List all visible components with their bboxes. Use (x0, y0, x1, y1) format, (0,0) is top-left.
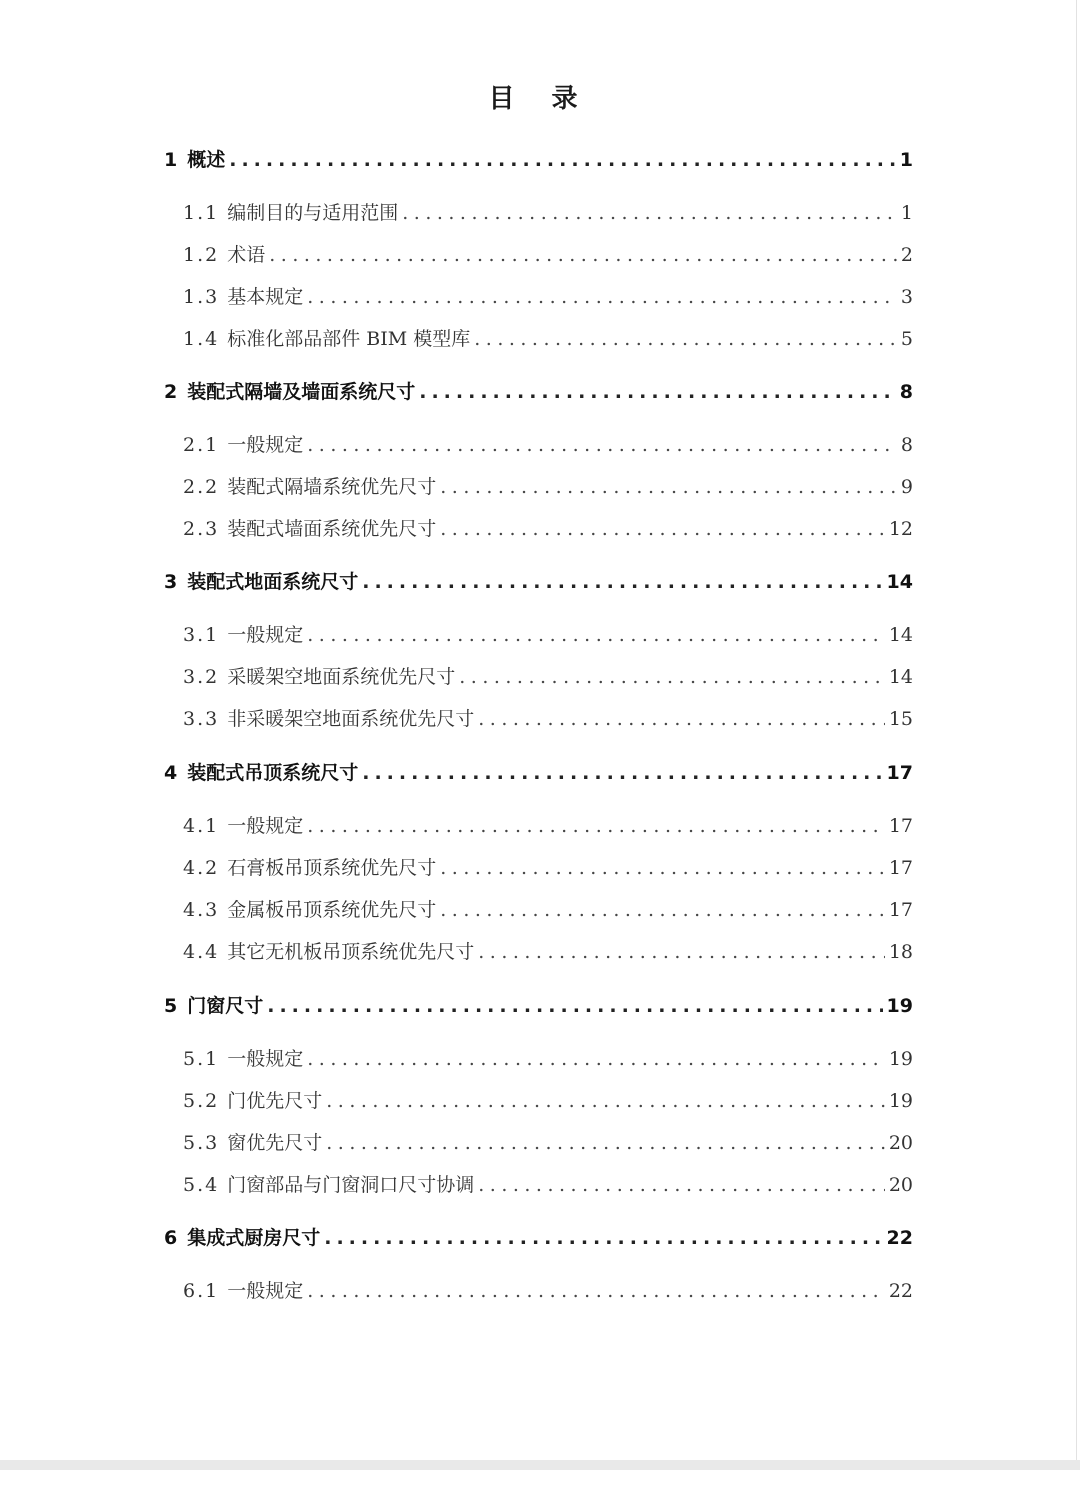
toc-entry-page-number: 20 (888, 1132, 913, 1154)
toc-entry-label: 一般规定 (227, 815, 304, 837)
toc-entry-number: 4.3 (183, 899, 220, 921)
toc-entry-page-number: 9 (900, 476, 913, 498)
toc-entry-label: 门优先尺寸 (227, 1090, 323, 1112)
toc-entry-page-number: 8 (899, 381, 913, 403)
toc-dot-leader (267, 991, 882, 1021)
toc-entry-number: 6 (164, 1227, 178, 1249)
toc-entry-label: 一般规定 (227, 624, 304, 646)
toc-entry-number: 4.4 (183, 941, 220, 963)
toc-section-entry[interactable] (183, 324, 913, 354)
toc-dot-leader (229, 145, 896, 175)
toc-entry-label: 编制目的与适用范围 (227, 202, 399, 224)
toc-entry-label: 门窗部品与门窗洞口尺寸协调 (227, 1174, 475, 1196)
toc-entry-label: 装配式隔墙系统优先尺寸 (227, 476, 437, 498)
toc-dot-leader (326, 1128, 885, 1158)
toc-dot-leader (307, 430, 897, 460)
toc-entry-number: 1.2 (183, 244, 220, 266)
toc-entry-page-number: 2 (900, 244, 913, 266)
toc-entry-page-number: 17 (886, 762, 913, 784)
toc-dot-leader (324, 1223, 882, 1253)
toc-entry-label: 装配式墙面系统优先尺寸 (227, 518, 437, 540)
toc-entry-number: 3 (164, 571, 178, 593)
toc-entry-page-number: 3 (900, 286, 913, 308)
toc-chapter-entry[interactable] (164, 377, 913, 407)
toc-dot-leader (478, 937, 885, 967)
toc-section-entry[interactable] (183, 1128, 913, 1158)
toc-entry-label: 金属板吊顶系统优先尺寸 (227, 899, 437, 921)
toc-dot-leader (440, 514, 885, 544)
toc-entry-number: 2.2 (183, 476, 220, 498)
toc-entry-page-number: 17 (888, 815, 913, 837)
toc-entry-page-number: 17 (888, 899, 913, 921)
toc-entry-page-number: 19 (888, 1048, 913, 1070)
toc-section-entry[interactable] (183, 1276, 913, 1306)
toc-section-entry[interactable] (183, 472, 913, 502)
toc-section-entry[interactable] (183, 1170, 913, 1200)
toc-section-entry[interactable] (183, 1086, 913, 1116)
toc-entry-number: 1.1 (183, 202, 220, 224)
toc-dot-leader (440, 895, 885, 925)
toc-section-entry[interactable] (183, 430, 913, 460)
toc-section-entry[interactable] (183, 662, 913, 692)
toc-dot-leader (269, 240, 897, 270)
toc-entry-number: 5.2 (183, 1090, 220, 1112)
toc-entry-page-number: 17 (888, 857, 913, 879)
toc-entry-label: 非采暖架空地面系统优先尺寸 (227, 708, 475, 730)
toc-entry-label: 装配式吊顶系统尺寸 (187, 762, 359, 784)
toc-chapter-entry[interactable] (164, 991, 913, 1021)
toc-entry-page-number: 14 (888, 666, 913, 688)
toc-section-entry[interactable] (183, 514, 913, 544)
toc-chapter-entry[interactable] (164, 758, 913, 788)
toc-entry-page-number: 20 (888, 1174, 913, 1196)
toc-chapter-entry[interactable] (164, 567, 913, 597)
toc-section-entry[interactable] (183, 811, 913, 841)
toc-section-entry[interactable] (183, 240, 913, 270)
toc-entry-page-number: 19 (888, 1090, 913, 1112)
toc-entry-page-number: 19 (886, 995, 913, 1017)
toc-section-entry[interactable] (183, 282, 913, 312)
toc-entry-page-number: 1 (900, 202, 913, 224)
toc-entry-label: 概述 (187, 149, 226, 171)
toc-dot-leader (307, 620, 885, 650)
toc-entry-number: 2.1 (183, 434, 220, 456)
toc-entry-number: 6.1 (183, 1280, 220, 1302)
toc-entry-number: 5.1 (183, 1048, 220, 1070)
toc-entry-number: 4.2 (183, 857, 220, 879)
toc-entry-label: 集成式厨房尺寸 (187, 1227, 321, 1249)
toc-entry-label: 采暖架空地面系统优先尺寸 (227, 666, 456, 688)
page-separator (0, 1460, 1080, 1470)
toc-section-entry[interactable] (183, 704, 913, 734)
toc-section-entry[interactable] (183, 620, 913, 650)
toc-section-entry[interactable] (183, 895, 913, 925)
toc-entry-page-number: 14 (888, 624, 913, 646)
toc-entry-label: 石膏板吊顶系统优先尺寸 (227, 857, 437, 879)
toc-entry-label: 一般规定 (227, 1048, 304, 1070)
toc-dot-leader (307, 1276, 885, 1306)
toc-entry-label: 一般规定 (227, 434, 304, 456)
toc-entry-number: 1.3 (183, 286, 220, 308)
toc-section-entry[interactable] (183, 1044, 913, 1074)
toc-entry-number: 2 (164, 381, 178, 403)
toc-dot-leader (307, 1044, 885, 1074)
toc-entry-page-number: 8 (900, 434, 913, 456)
toc-entry-page-number: 22 (886, 1227, 913, 1249)
toc-entry-number: 3.3 (183, 708, 220, 730)
toc-entry-number: 4.1 (183, 815, 220, 837)
toc-entry-number: 5 (164, 995, 178, 1017)
toc-entry-label: 基本规定 (227, 286, 304, 308)
toc-entry-label: 标准化部品部件 BIM 模型库 (227, 328, 471, 350)
toc-entry-label: 一般规定 (227, 1280, 304, 1302)
toc-entry-number: 5.4 (183, 1174, 220, 1196)
toc-section-entry[interactable] (183, 198, 913, 228)
toc-entry-page-number: 18 (888, 941, 913, 963)
toc-entry-number: 4 (164, 762, 178, 784)
next-page-area (0, 1470, 1080, 1510)
toc-dot-leader (440, 472, 897, 502)
toc-entry-number: 2.3 (183, 518, 220, 540)
toc-dot-leader (307, 811, 885, 841)
toc-dot-leader (459, 662, 885, 692)
toc-entry-number: 1 (164, 149, 178, 171)
toc-dot-leader (478, 1170, 885, 1200)
toc-entry-page-number: 14 (886, 571, 913, 593)
toc-entry-number: 3.2 (183, 666, 220, 688)
toc-entry-number: 5.3 (183, 1132, 220, 1154)
toc-entry-page-number: 15 (888, 708, 913, 730)
toc-dot-leader (362, 758, 882, 788)
toc-dot-leader (440, 853, 885, 883)
toc-chapter-entry[interactable] (164, 145, 913, 175)
toc-title: 目 录 (488, 84, 592, 114)
toc-dot-leader (362, 567, 882, 597)
toc-dot-leader (474, 324, 897, 354)
toc-entry-label: 术语 (227, 244, 266, 266)
toc-entry-label: 其它无机板吊顶系统优先尺寸 (227, 941, 475, 963)
toc-entry-page-number: 22 (888, 1280, 913, 1302)
toc-dot-leader (478, 704, 885, 734)
toc-entry-page-number: 5 (900, 328, 913, 350)
toc-entry-label: 窗优先尺寸 (227, 1132, 323, 1154)
toc-section-entry[interactable] (183, 937, 913, 967)
toc-chapter-entry[interactable] (164, 1223, 913, 1253)
toc-dot-leader (326, 1086, 885, 1116)
toc-entry-label: 装配式隔墙及墙面系统尺寸 (187, 381, 416, 403)
toc-dot-leader (419, 377, 896, 407)
toc-entry-label: 装配式地面系统尺寸 (187, 571, 359, 593)
toc-entry-page-number: 12 (888, 518, 913, 540)
toc-entry-page-number: 1 (899, 149, 913, 171)
toc-dot-leader (402, 198, 897, 228)
toc-entry-number: 3.1 (183, 624, 220, 646)
toc-section-entry[interactable] (183, 853, 913, 883)
toc-dot-leader (307, 282, 897, 312)
toc-entry-label: 门窗尺寸 (187, 995, 264, 1017)
toc-entry-number: 1.4 (183, 328, 220, 350)
